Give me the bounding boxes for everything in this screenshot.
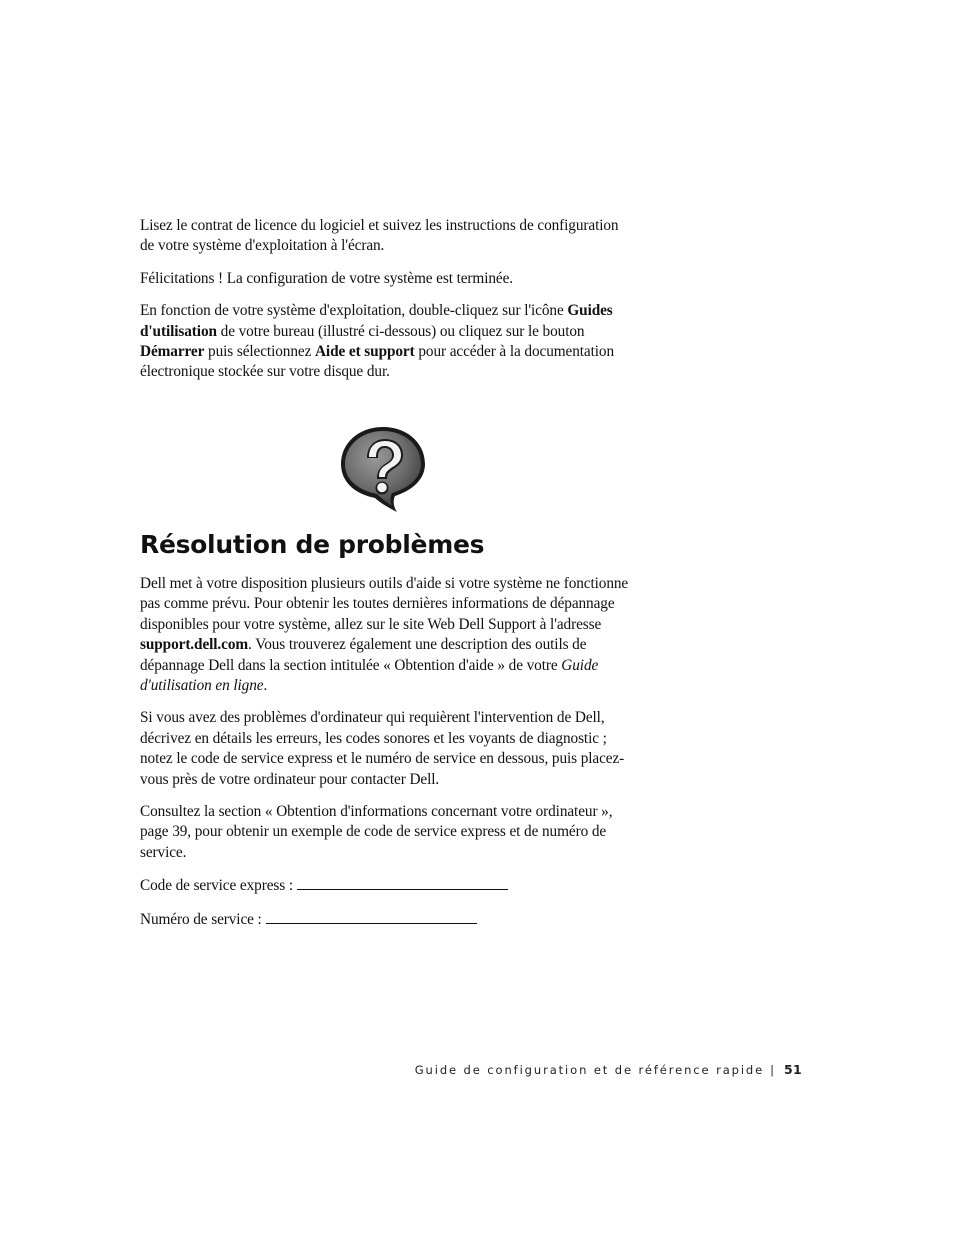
page-footer xyxy=(415,1062,802,1077)
section-paragraph-3: Consultez la section « Obtention d'informations concernant votre ordinateur », page 39, pour obtenir un exemple de code de service express et de numéro de service. xyxy=(140,803,613,861)
section-text-run: Dell met à votre disposition plusieurs outils d'aide si votre système ne fonctionne pas comme prévu. Pour obtenir les toutes dernières informations de dépannage disponibles pour votre système, allez sur le site Web Dell Support à l'adresse xyxy=(140,575,629,633)
footer-separator: | xyxy=(770,1063,774,1077)
intro-text-run: pour accéder à la documentation électronique stockée sur votre disque dur. xyxy=(140,343,615,381)
guide-title-italic: Guide d'utilisation en ligne xyxy=(140,656,599,695)
help-question-bubble-icon xyxy=(337,424,429,514)
section-title: Résolution de problèmes xyxy=(140,530,485,559)
page-number: 51 xyxy=(784,1062,802,1077)
support-url: support.dell.com xyxy=(140,636,249,654)
service-number-blank xyxy=(266,909,477,924)
demarrer-term: Démarrer xyxy=(140,343,205,361)
footer-guide-title: Guide de configuration et de référence rapide xyxy=(414,1063,765,1077)
service-number-label: Numéro de service : xyxy=(140,910,262,928)
express-service-code-label: Code de service express : xyxy=(140,877,293,895)
intro-paragraph-3 xyxy=(140,301,632,383)
intro-paragraph-1: Lisez le contrat de licence du logiciel et suivez les instructions de configuration de votre système d'exploitation à l'écran. xyxy=(140,217,619,255)
section-paragraph-1 xyxy=(140,574,632,696)
service-number-line xyxy=(140,909,632,930)
intro-text-run: En fonction de votre système d'exploitation, double-cliquez sur l'icône xyxy=(140,302,568,320)
section-text-run: . Vous trouverez également une description des outils de dépannage Dell dans la section intitulée « Obtention d'aide » de votre xyxy=(140,636,587,674)
help-icon-graphic xyxy=(337,424,429,514)
express-service-code-line xyxy=(140,875,632,896)
intro-text-run: de votre bureau (illustré ci-dessous) ou cliquez sur le bouton xyxy=(216,322,585,340)
intro-text-run: puis sélectionnez xyxy=(204,343,315,361)
section-text-run: . xyxy=(263,677,268,695)
section-paragraph-2: Si vous avez des problèmes d'ordinateur qui requièrent l'intervention de Dell, décrivez en détails les erreurs, les codes sonores et les voyants de diagnostic ; notez le code de service express et le numéro de service en dessous, puis placez-vous près de votre ordinateur pour contacter Dell. xyxy=(140,709,625,788)
aide-support-term: Aide et support xyxy=(314,343,415,361)
express-service-code-blank xyxy=(297,875,508,890)
intro-block xyxy=(140,216,632,383)
guides-utilisation-term: Guides d'utilisation xyxy=(140,302,613,340)
troubleshooting-block xyxy=(140,574,632,930)
intro-paragraph-2: Félicitations ! La configuration de votre système est terminée. xyxy=(140,269,514,287)
